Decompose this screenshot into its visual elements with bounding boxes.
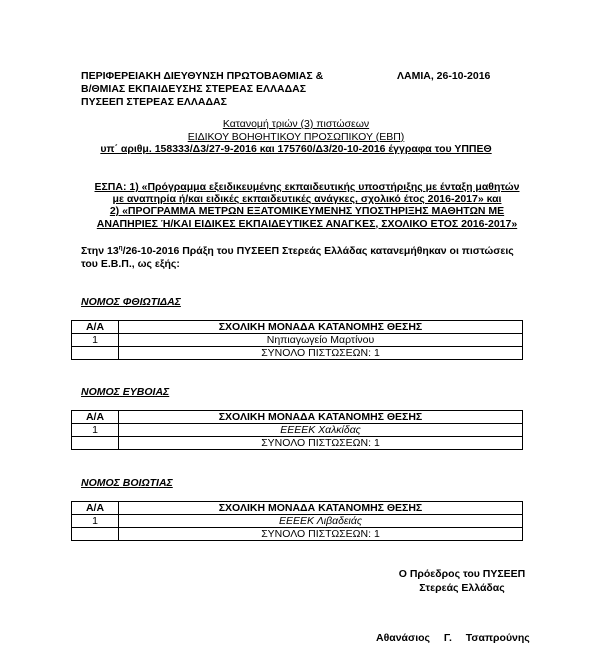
table-header-row (72, 502, 523, 515)
intro-prefix: Στην 13 (81, 245, 119, 257)
espa-line-2: με αναπηρία ή/και ειδικές εκπαιδευτικές ανάγκες, σχολικό έτος 2016-2017» και (112, 193, 502, 206)
authority-line-2: Β/ΘΜΙΑΣ ΕΚΠΑΙΔΕΥΣΗΣ ΣΤΕΡΕΑΣ ΕΛΛΑΔΑΣ (81, 83, 307, 95)
authority-line-3: ΠΥΣΕΕΠ ΣΤΕΡΕΑΣ ΕΛΛΑΔΑΣ (81, 96, 227, 108)
intro-line-2: του Ε.Β.Π., ως εξής: (81, 258, 180, 270)
espa-line-1: ΕΣΠΑ: 1) «Πρόγραμμα εξειδικευμένης εκπαιδευτικής υποστήριξης με ένταξη μαθητών (94, 181, 520, 193)
signature-title-line-1: Ο Πρόεδρος του ΠΥΣΕΕΠ (398, 568, 526, 580)
table-total-row (72, 437, 523, 450)
total-credits: ΣΥΝΟΛΟ ΠΙΣΤΩΣΕΩΝ: 1 (119, 437, 523, 450)
table-header-row (72, 321, 523, 334)
espa-line-4: ΑΝΑΠΗΡΙΕΣ Ή/ΚΑΙ ΕΙΔΙΚΕΣ ΕΚΠΑΙΔΕΥΤΙΚΕΣ ΑΝΑΓΚΕΣ, ΣΧΟΛΙΚΟ ΕΤΟΣ 2016-2017» (96, 217, 518, 230)
intro-superscript: η (118, 244, 123, 252)
school-name: ΕΕΕΕΚ Χαλκίδας (119, 424, 523, 437)
school-name: Νηπιαγωγείο Μαρτίνου (119, 334, 523, 347)
prefecture-heading-fthiotida: ΝΟΜΟΣ ΦΘΙΩΤΙΔΑΣ (81, 296, 181, 308)
column-header-aa: Α/Α (72, 321, 119, 334)
row-number: 1 (72, 515, 119, 528)
table-row (72, 424, 523, 437)
espa-programs (81, 181, 533, 230)
empty-cell (72, 437, 119, 450)
intro-line-1-rest: /26-10-2016 Πράξη του ΠΥΣΕΕΠ Στερεάς Ελλάδας κατανεμήθηκαν οι πιστώσεις (122, 245, 514, 257)
row-number: 1 (72, 334, 119, 347)
allocation-table-voiotia (71, 501, 523, 541)
total-credits: ΣΥΝΟΛΟ ΠΙΣΤΩΣΕΩΝ: 1 (119, 528, 523, 541)
signature-title-line-2: Στερεάς Ελλάδας (419, 582, 505, 594)
intro-paragraph (81, 245, 541, 271)
signature-block (367, 567, 557, 595)
title-line-3: υπ΄ αριθμ. 158333/Δ3/27-9-2016 και 175760/Δ3/20-10-2016 έγγραφα του ΥΠΠΕΘ (100, 143, 492, 155)
title-line-2: ΕΙΔΙΚΟΥ ΒΟΗΘΗΤΙΚΟΥ ΠΡΟΣΩΠΙΚΟΥ (ΕΒΠ) (187, 130, 405, 143)
table-row (72, 515, 523, 528)
prefecture-heading-evia: ΝΟΜΟΣ ΕΥΒΟΙΑΣ (81, 386, 170, 398)
prefecture-heading-voiotia: ΝΟΜΟΣ ΒΟΙΩΤΙΑΣ (81, 477, 173, 489)
total-credits: ΣΥΝΟΛΟ ΠΙΣΤΩΣΕΩΝ: 1 (119, 347, 523, 360)
column-header-aa: Α/Α (72, 502, 119, 515)
espa-line-3: 2) «ΠΡΟΓΡΑΜΜΑ ΜΕΤΡΩΝ ΕΞΑΤΟΜΙΚΕΥΜΕΝΗΣ ΥΠΟΣΤΗΡΙΞΗΣ ΜΑΘΗΤΩΝ ΜΕ (109, 205, 505, 218)
place-date: ΛΑΜΙΑ, 26-10-2016 (397, 70, 491, 82)
column-header-school: ΣΧΟΛΙΚΗ ΜΟΝΑΔΑ ΚΑΤΑΝΟΜΗΣ ΘΕΣΗΣ (119, 411, 523, 424)
table-total-row (72, 347, 523, 360)
table-total-row (72, 528, 523, 541)
title-line-1: Κατανομή τριών (3) πιστώσεων (222, 118, 370, 130)
empty-cell (72, 528, 119, 541)
row-number: 1 (72, 424, 119, 437)
issuing-authority (81, 70, 323, 109)
empty-cell (72, 347, 119, 360)
signer-name: Αθανάσιος Γ. Τσαπρούνης (376, 632, 530, 644)
column-header-school: ΣΧΟΛΙΚΗ ΜΟΝΑΔΑ ΚΑΤΑΝΟΜΗΣ ΘΕΣΗΣ (119, 321, 523, 334)
allocation-table-evia (71, 410, 523, 450)
authority-line-1: ΠΕΡΙΦΕΡΕΙΑΚΗ ΔΙΕΥΘΥΝΣΗ ΠΡΩΤΟΒΑΘΜΙΑΣ & (81, 70, 324, 82)
document-title (81, 118, 511, 156)
column-header-aa: Α/Α (72, 411, 119, 424)
intro-line-1 (81, 245, 541, 258)
school-name: ΕΕΕΕΚ Λιβαδειάς (119, 515, 523, 528)
table-row (72, 334, 523, 347)
table-header-row (72, 411, 523, 424)
allocation-table-fthiotida (71, 320, 523, 360)
column-header-school: ΣΧΟΛΙΚΗ ΜΟΝΑΔΑ ΚΑΤΑΝΟΜΗΣ ΘΕΣΗΣ (119, 502, 523, 515)
